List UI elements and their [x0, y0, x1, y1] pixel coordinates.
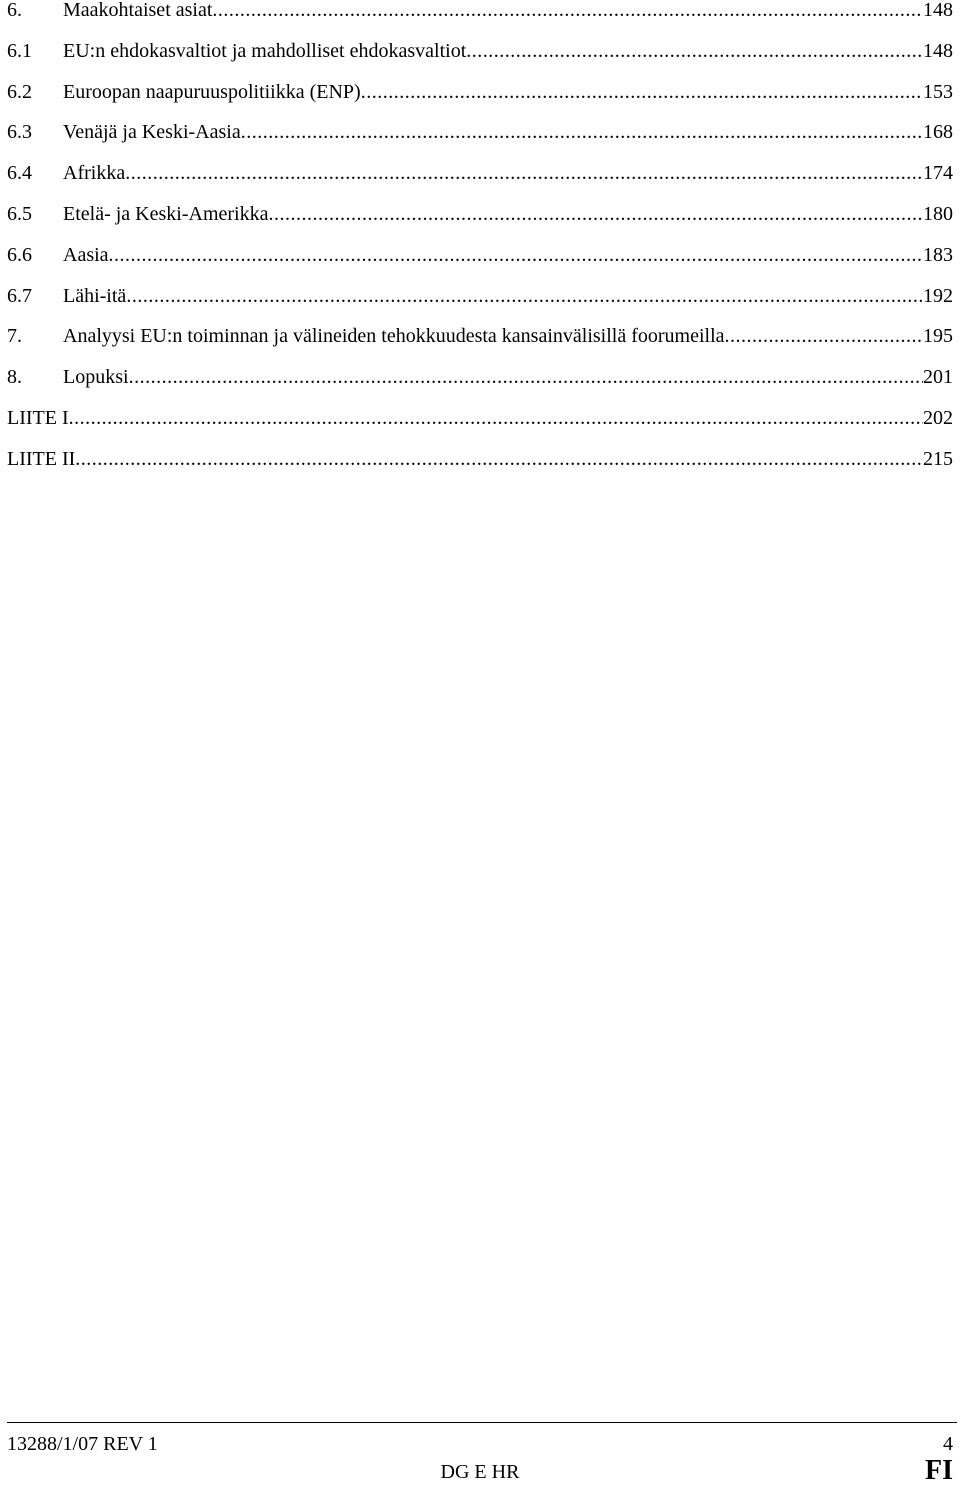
toc-entry-number: 6.2: [7, 80, 32, 103]
department-code: DG E HR: [440, 1461, 520, 1483]
toc-entry-title: Maakohtaiset asiat: [63, 0, 213, 21]
document-reference: 13288/1/07 REV 1: [7, 1433, 158, 1455]
toc-entry-number: 6.1: [7, 39, 32, 62]
toc-entry-number: 6.3: [7, 121, 32, 144]
toc-entry-6-6: [7, 235, 953, 276]
toc-entry-6-1: [7, 31, 953, 72]
toc-entry-page: 148: [923, 39, 953, 62]
toc-dot-leader: [212, 0, 923, 31]
toc-entry-number: 6.4: [7, 162, 32, 185]
toc-entry-number: 6.7: [7, 284, 32, 307]
toc-entry-8: [7, 357, 953, 398]
toc-entry-7: [7, 316, 953, 357]
toc-entry-title: LIITE II: [7, 447, 76, 470]
toc-entry-page: 180: [923, 202, 953, 225]
toc-entry-annex-2: [7, 439, 953, 480]
toc-entry-number: 7.: [7, 325, 22, 348]
toc-dot-leader: [466, 31, 923, 72]
toc-entry-title: Lähi-itä: [63, 284, 127, 307]
toc-entry-title: EU:n ehdokasvaltiot ja mahdolliset ehdokasvaltiot: [63, 39, 467, 62]
toc-entry-6-5: [7, 194, 953, 235]
toc-dot-leader: [361, 72, 923, 113]
toc-entry-6-3: [7, 112, 953, 153]
toc-entry-page: 153: [923, 80, 953, 103]
toc-entry-annex-1: [7, 398, 953, 439]
toc-entry-title: Euroopan naapuruuspolitiikka (ENP): [63, 80, 361, 103]
toc-dot-leader: [125, 153, 923, 194]
toc-dot-leader: [126, 276, 923, 317]
toc-dot-leader: [725, 316, 923, 357]
toc-entry-page: 168: [923, 121, 953, 144]
toc-entry-page: 201: [923, 366, 953, 389]
toc-dot-leader: [69, 398, 923, 439]
language-code: FI: [925, 1455, 953, 1486]
toc-entry-title: LIITE I: [7, 406, 69, 429]
toc-entry-6-4: [7, 153, 953, 194]
toc-entry-title: Venäjä ja Keski-Aasia: [63, 121, 241, 144]
toc-entry-title: Aasia: [63, 243, 109, 266]
toc-entry-page: 215: [923, 447, 953, 470]
toc-entry-6-2: [7, 72, 953, 113]
footer-divider: [7, 1422, 957, 1423]
toc-entry-page: 192: [923, 284, 953, 307]
toc-entry-number: 8.: [7, 366, 22, 389]
toc-entry-title: Analyysi EU:n toiminnan ja välineiden tehokkuudesta kansainvälisillä foorumeilla: [63, 325, 725, 348]
toc-entry-page: 195: [923, 325, 953, 348]
toc-entry-page: 202: [923, 406, 953, 429]
toc-entry-page: 174: [923, 162, 953, 185]
toc-entry-number: 6.5: [7, 202, 32, 225]
toc-entry-title: Etelä- ja Keski-Amerikka: [63, 202, 269, 225]
page-number: 4: [943, 1433, 953, 1455]
toc-entry-title: Afrikka: [63, 162, 126, 185]
toc-dot-leader: [75, 439, 923, 480]
toc-entry-number: 6.: [7, 0, 22, 21]
toc-entry-title: Lopuksi: [63, 366, 129, 389]
toc-dot-leader: [129, 357, 923, 398]
toc-entry-page: 183: [923, 243, 953, 266]
toc-entry-6-7: [7, 276, 953, 317]
toc-entry-page: 148: [923, 0, 953, 21]
toc-dot-leader: [109, 235, 923, 276]
toc-dot-leader: [241, 112, 923, 153]
table-of-contents: [7, 0, 953, 480]
toc-entry-6: [7, 0, 953, 31]
toc-entry-number: 6.6: [7, 243, 32, 266]
toc-dot-leader: [268, 194, 923, 235]
